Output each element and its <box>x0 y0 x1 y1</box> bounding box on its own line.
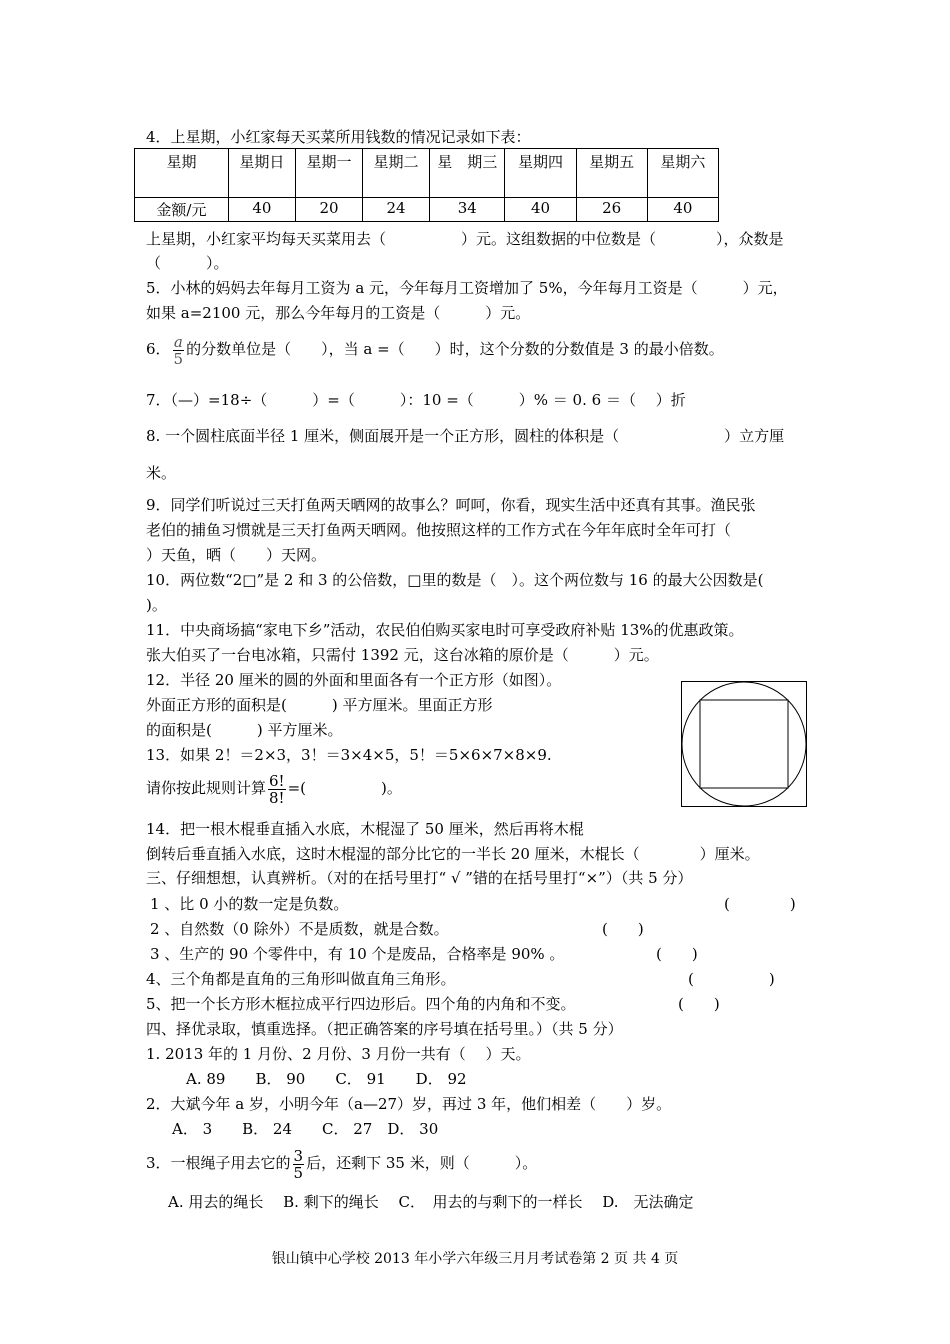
table-cell: 26 <box>576 198 647 222</box>
judge-item-4: 4、三个角都是直角的三角形叫做直角三角形。 <box>146 970 456 988</box>
spending-table <box>134 148 719 222</box>
choice-q3-fraction <box>293 1148 305 1181</box>
choice-q3-options: A. 用去的绳长 B. 剩下的绳长 C． 用去的与剩下的一样长 D. 无法确定 <box>168 1193 694 1211</box>
q11-line-2: 张大伯买了一台电冰箱，只需付 1392 元，这台冰箱的原价是（ ）元。 <box>146 646 659 664</box>
q9-line-3: ）天鱼，晒（ ）天网。 <box>146 546 327 564</box>
judge-bracket-2: ( ) <box>602 920 644 938</box>
judge-item-5: 5、把一个长方形木框拉成平行四边形后。四个角的内角和不变。 <box>146 995 576 1013</box>
table-cell: 金额/元 <box>135 198 229 222</box>
choice-q1-stem: 1. 2013 年的 1 月份、2 月份、3 月份一共有（ ）天。 <box>146 1045 531 1063</box>
q7-line: 7．（—）=18÷（ ）=（ ）：10 =（ ）% ＝ 0. 6 ＝（ ）折 <box>146 391 686 409</box>
choice-q1-options: A. 89 B． 90 C． 91 D． 92 <box>186 1070 467 1088</box>
table-cell: 40 <box>505 198 576 222</box>
fraction-numerator: a <box>173 332 183 351</box>
q13-fraction <box>268 773 286 806</box>
q13-prefix: 请你按此规则计算 <box>146 779 267 797</box>
choice-q3-suffix: 后，还剩下 35 米，则（ ）。 <box>306 1154 538 1172</box>
table-cell: 20 <box>295 198 362 222</box>
q12-line-1: 12．半径 20 厘米的圆的外面和里面各有一个正方形（如图）。 <box>146 671 562 689</box>
fraction-denominator: 5 <box>173 349 184 368</box>
spending-table-value-row <box>135 198 719 222</box>
q8-line-2: 米。 <box>146 464 177 482</box>
q6-line <box>146 332 724 367</box>
q5-line-1: 5．小林的妈妈去年每月工资为 a 元，今年每月工资增加了 5%，今年每月工资是（ ）元， <box>146 279 788 297</box>
fraction-denominator: 8! <box>269 788 285 807</box>
table-cell: 星 期三 <box>430 149 505 198</box>
circle-square-figure <box>681 681 807 807</box>
judge-bracket-5: ( ) <box>678 995 720 1013</box>
table-cell: 星期 <box>135 149 229 198</box>
table-cell: 星期日 <box>228 149 295 198</box>
section4-title: 四、择优录取，慎重选择。（把正确答案的序号填在括号里。）（共 5 分） <box>146 1020 623 1038</box>
table-cell: 星期一 <box>295 149 362 198</box>
q9-line-1: 9．同学们听说过三天打鱼两天晒网的故事么？呵呵，你看，现实生活中还真有其事。渔民张 <box>146 496 756 514</box>
table-cell: 星期五 <box>576 149 647 198</box>
fraction-numerator: 3 <box>293 1146 304 1165</box>
q5-line-2: 如果 a=2100 元，那么今年每月的工资是（ ）元。 <box>146 304 531 322</box>
section3-title: 三、仔细想想，认真辨析。（对的在括号里打“ √ ”错的在括号里打“×”）（共 5 分） <box>146 869 693 887</box>
q6-number: 6． <box>146 340 171 358</box>
table-cell: 24 <box>363 198 430 222</box>
table-cell: 星期六 <box>647 149 718 198</box>
q8-line-1: 8. 一个圆柱底面半径 1 厘米，侧面展开是一个正方形，圆柱的体积是（ ）立方厘 <box>146 427 785 445</box>
table-cell: 34 <box>430 198 505 222</box>
choice-q2-stem: 2．大斌今年 a 岁，小明今年（a—27）岁，再过 3 年，他们相差（ ）岁。 <box>146 1095 672 1113</box>
q9-line-2: 老伯的捕鱼习惯就是三天打鱼两天晒网。他按照这样的工作方式在今年年底时全年可打（ <box>146 521 732 539</box>
judge-item-3: 3 、生产的 90 个零件中，有 10 个是废品，合格率是 90% 。 <box>150 945 565 963</box>
q4-line-1: 上星期，小红家平均每天买菜用去（ ）元。这组数据的中位数是（ ），众数是 <box>146 230 784 248</box>
fraction-denominator: 5 <box>293 1163 304 1182</box>
q10-line-2: )。 <box>146 596 167 614</box>
judge-bracket-1: ( ) <box>724 895 796 913</box>
choice-q3-stem <box>146 1144 537 1182</box>
q4-line-2: （ ）。 <box>146 254 229 272</box>
inner-square <box>700 700 788 788</box>
judge-item-2: 2 、自然数（0 除外）不是质数，就是合数。 <box>150 920 449 938</box>
q13-line-2 <box>146 770 402 806</box>
judge-bracket-3: ( ) <box>656 945 698 963</box>
q6-text: 的分数单位是（ ），当 a =（ ）时，这个分数的分数值是 3 的最小倍数。 <box>186 340 724 358</box>
choice-q3-prefix: 3．一根绳子用去它的 <box>146 1154 291 1172</box>
table-cell: 星期四 <box>505 149 576 198</box>
q14-line-2: 倒转后垂直插入水底，这时木棍湿的部分比它的一半长 20 厘米，木棍长（ ）厘米。 <box>146 845 760 863</box>
q14-line-1: 14．把一根木棍垂直插入水底，木棍湿了 50 厘米，然后再将木棍 <box>146 820 584 838</box>
choice-q2-options: A． 3 B． 24 C． 27 D． 30 <box>172 1120 439 1138</box>
fraction-numerator: 6! <box>269 771 285 790</box>
q4-intro: 4．上星期，小红家每天买菜所用钱数的情况记录如下表： <box>146 128 531 146</box>
circle <box>682 682 806 806</box>
q13-suffix: =( )。 <box>287 779 402 797</box>
page-footer: 银山镇中心学校 2013 年小学六年级三月月考试卷第 2 页 共 4 页 <box>271 1251 679 1267</box>
spending-table-header-row <box>135 149 719 198</box>
q6-fraction <box>173 334 185 367</box>
table-cell: 40 <box>647 198 718 222</box>
q12-line-2: 外面正方形的面积是( ) 平方厘米。里面正方形 <box>146 696 493 714</box>
table-cell: 40 <box>228 198 295 222</box>
judge-bracket-4: ( ) <box>688 970 775 988</box>
q10-line-1: 10．两位数“2□”是 2 和 3 的公倍数，□里的数是（ ）。这个两位数与 16 的最大公因数是( <box>146 571 764 589</box>
q13-line-1: 13．如果 2！＝2×3，3！＝3×4×5，5！＝5×6×7×8×9. <box>146 746 552 764</box>
q11-line-1: 11．中央商场搞“家电下乡”活动，农民伯伯购买家电时可享受政府补贴 13%的优惠政策。 <box>146 621 744 639</box>
judge-item-1: 1 、比 0 小的数一定是负数。 <box>150 895 349 913</box>
table-cell: 星期二 <box>363 149 430 198</box>
q12-line-3: 的面积是( ) 平方厘米。 <box>146 721 343 739</box>
